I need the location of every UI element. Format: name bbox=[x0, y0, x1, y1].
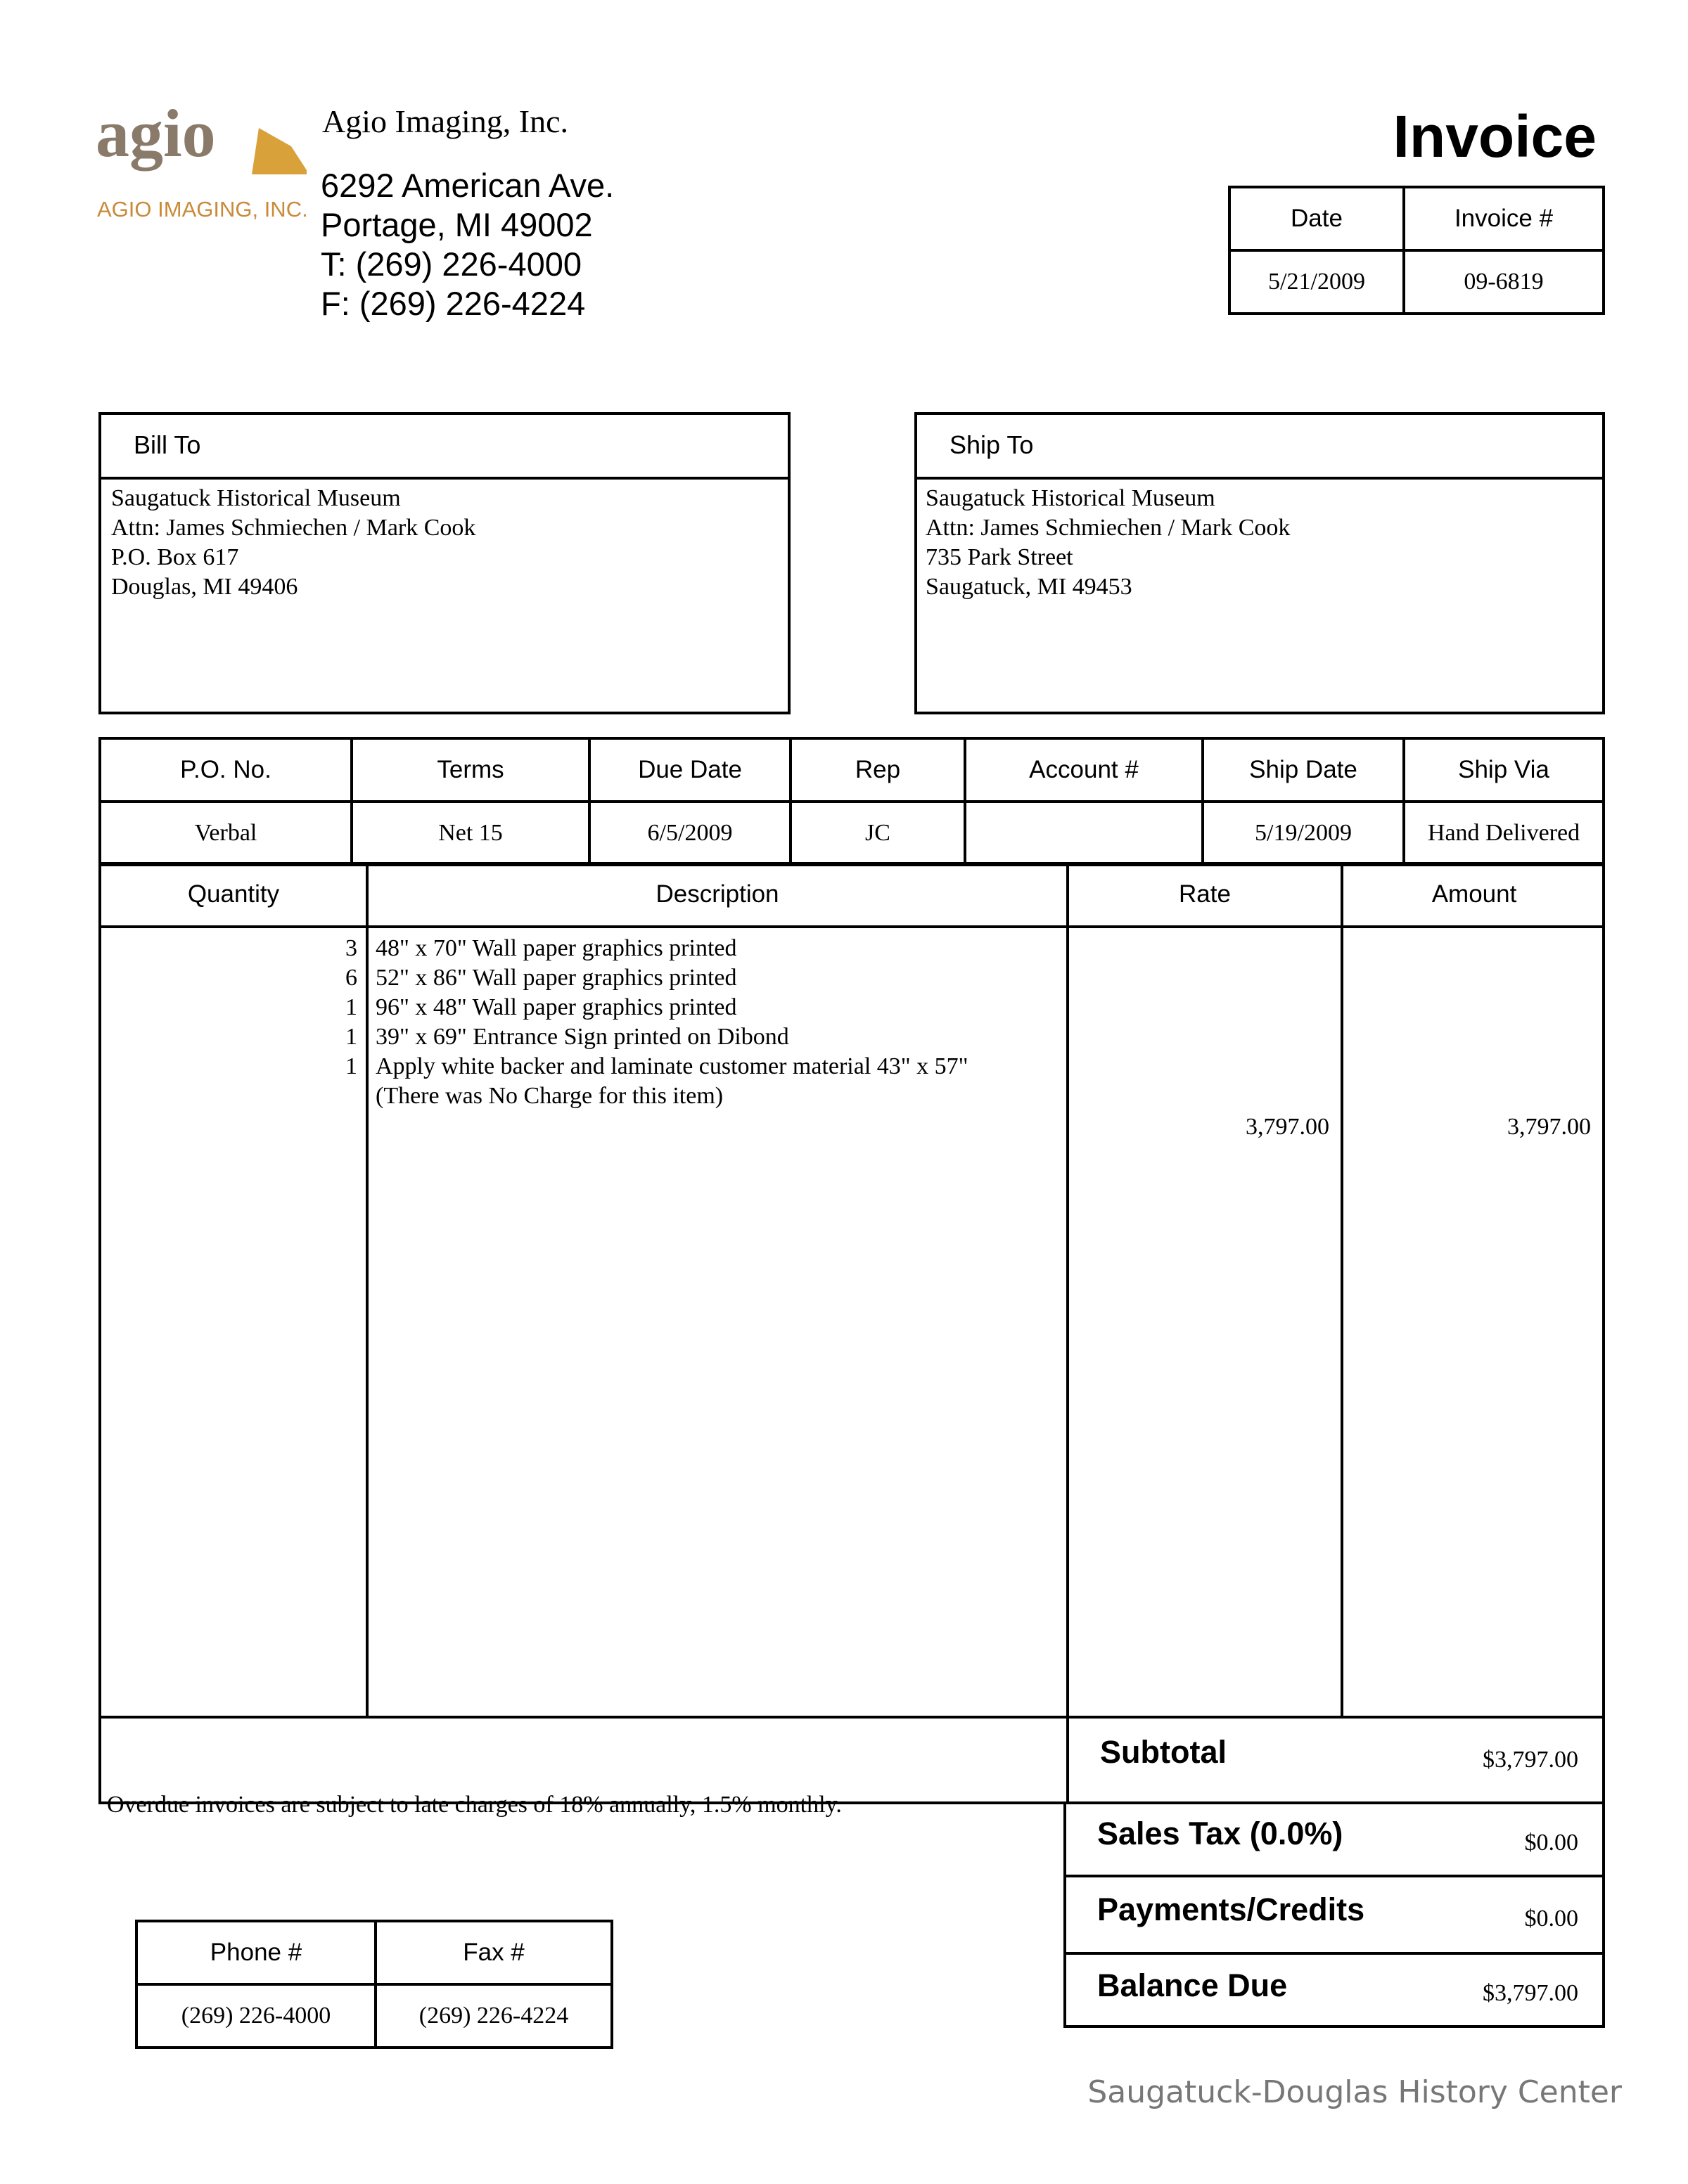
logo-subtitle: AGIO IMAGING, INC. bbox=[97, 197, 308, 221]
quantity-cell: 6 bbox=[345, 965, 357, 991]
fax-value: (269) 226-4224 bbox=[376, 1984, 612, 2048]
company-logo bbox=[96, 91, 314, 232]
description-cell: 52" x 86" Wall paper graphics printed bbox=[376, 965, 737, 991]
terms-value: Net 15 bbox=[352, 802, 589, 865]
quantity-cell: 1 bbox=[345, 1024, 357, 1050]
ship-to-line: Saugatuck, MI 49453 bbox=[926, 574, 1132, 600]
rate-header: Rate bbox=[1179, 880, 1231, 908]
description-cell: Apply white backer and laminate customer material 43" x 57" bbox=[376, 1053, 968, 1079]
quantity-cell: 1 bbox=[345, 1053, 357, 1079]
description-cell: (There was No Charge for this item) bbox=[376, 1083, 724, 1109]
rep-value: JC bbox=[791, 802, 965, 865]
bill-to-line: Douglas, MI 49406 bbox=[111, 574, 298, 600]
payments-value: $0.00 bbox=[1524, 1906, 1578, 1932]
ship-to-line: 735 Park Street bbox=[926, 544, 1073, 570]
quantity-header: Quantity bbox=[187, 880, 280, 908]
invoice-date: 5/21/2009 bbox=[1229, 250, 1404, 314]
rep-header: Rep bbox=[791, 738, 965, 802]
ship-to-label: Ship To bbox=[950, 430, 1034, 459]
address-line: 6292 American Ave. bbox=[321, 167, 615, 204]
amount-header: Amount bbox=[1431, 880, 1517, 908]
contact-table bbox=[135, 1920, 613, 2049]
fax-line: F: (269) 226-4224 bbox=[321, 285, 586, 322]
description-cell: 39" x 69" Entrance Sign printed on Dibond bbox=[376, 1024, 789, 1050]
ship-via-header: Ship Via bbox=[1404, 738, 1604, 802]
bill-to-label: Bill To bbox=[134, 430, 201, 459]
ship-date-header: Ship Date bbox=[1203, 738, 1404, 802]
totals-box bbox=[1063, 1801, 1605, 2028]
invoice-number-header: Invoice # bbox=[1404, 187, 1604, 250]
balance-due-value: $3,797.00 bbox=[1483, 1980, 1578, 2006]
amount-value: 3,797.00 bbox=[1507, 1114, 1591, 1140]
bill-to-address bbox=[111, 484, 475, 602]
ship-to-line: Attn: James Schmiechen / Mark Cook bbox=[926, 515, 1291, 541]
watermark: Saugatuck-Douglas History Center bbox=[1087, 2074, 1622, 2110]
invoice-title: Invoice bbox=[1393, 103, 1597, 169]
city-line: Portage, MI 49002 bbox=[321, 206, 593, 243]
quantity-cell: 3 bbox=[345, 935, 357, 961]
ship-date-value: 5/19/2009 bbox=[1203, 802, 1404, 865]
bill-to-line: P.O. Box 617 bbox=[111, 544, 239, 570]
fax-header: Fax # bbox=[376, 1921, 612, 1984]
description-header: Description bbox=[656, 880, 779, 908]
phone-header: Phone # bbox=[136, 1921, 376, 1984]
payments-label: Payments/Credits bbox=[1097, 1891, 1365, 1927]
sales-tax-value: $0.00 bbox=[1524, 1830, 1578, 1856]
rate-value: 3,797.00 bbox=[1246, 1114, 1329, 1140]
company-name: Agio Imaging, Inc. bbox=[322, 103, 569, 139]
balance-due-label: Balance Due bbox=[1097, 1967, 1288, 2003]
terms-header: Terms bbox=[352, 738, 589, 802]
bill-to-box bbox=[98, 412, 791, 714]
account-value bbox=[965, 802, 1203, 865]
bill-to-line: Attn: James Schmiechen / Mark Cook bbox=[111, 515, 476, 541]
order-details-table bbox=[98, 737, 1605, 866]
account-header: Account # bbox=[965, 738, 1203, 802]
invoice-meta-table bbox=[1228, 186, 1605, 315]
company-address bbox=[321, 166, 614, 323]
ship-to-address bbox=[926, 484, 1290, 602]
po-header: P.O. No. bbox=[100, 738, 352, 802]
due-date-header: Due Date bbox=[589, 738, 791, 802]
quantity-column bbox=[101, 934, 357, 1081]
ship-to-line: Saugatuck Historical Museum bbox=[926, 485, 1215, 511]
subtotal-value: $3,797.00 bbox=[1483, 1747, 1578, 1773]
ship-to-box bbox=[914, 412, 1605, 714]
subtotal-label: Subtotal bbox=[1100, 1734, 1227, 1770]
invoice-number: 09-6819 bbox=[1404, 250, 1604, 314]
phone-value: (269) 226-4000 bbox=[136, 1984, 376, 2048]
ship-via-value: Hand Delivered bbox=[1404, 802, 1604, 865]
description-cell: 96" x 48" Wall paper graphics printed bbox=[376, 994, 737, 1020]
logo-word: agio bbox=[96, 96, 216, 171]
po-value: Verbal bbox=[100, 802, 352, 865]
due-date-value: 6/5/2009 bbox=[589, 802, 791, 865]
bill-to-line: Saugatuck Historical Museum bbox=[111, 485, 401, 511]
quantity-cell: 1 bbox=[345, 994, 357, 1020]
sales-tax-label: Sales Tax (0.0%) bbox=[1097, 1816, 1343, 1851]
description-column bbox=[376, 934, 968, 1111]
phone-line: T: (269) 226-4000 bbox=[321, 245, 582, 283]
description-cell: 48" x 70" Wall paper graphics printed bbox=[376, 935, 737, 961]
late-charges-note: Overdue invoices are subject to late charges of 18% annually, 1.5% monthly. bbox=[107, 1792, 842, 1818]
line-items-table bbox=[98, 862, 1605, 1804]
logo-graphic bbox=[96, 91, 314, 232]
date-header: Date bbox=[1229, 187, 1404, 250]
